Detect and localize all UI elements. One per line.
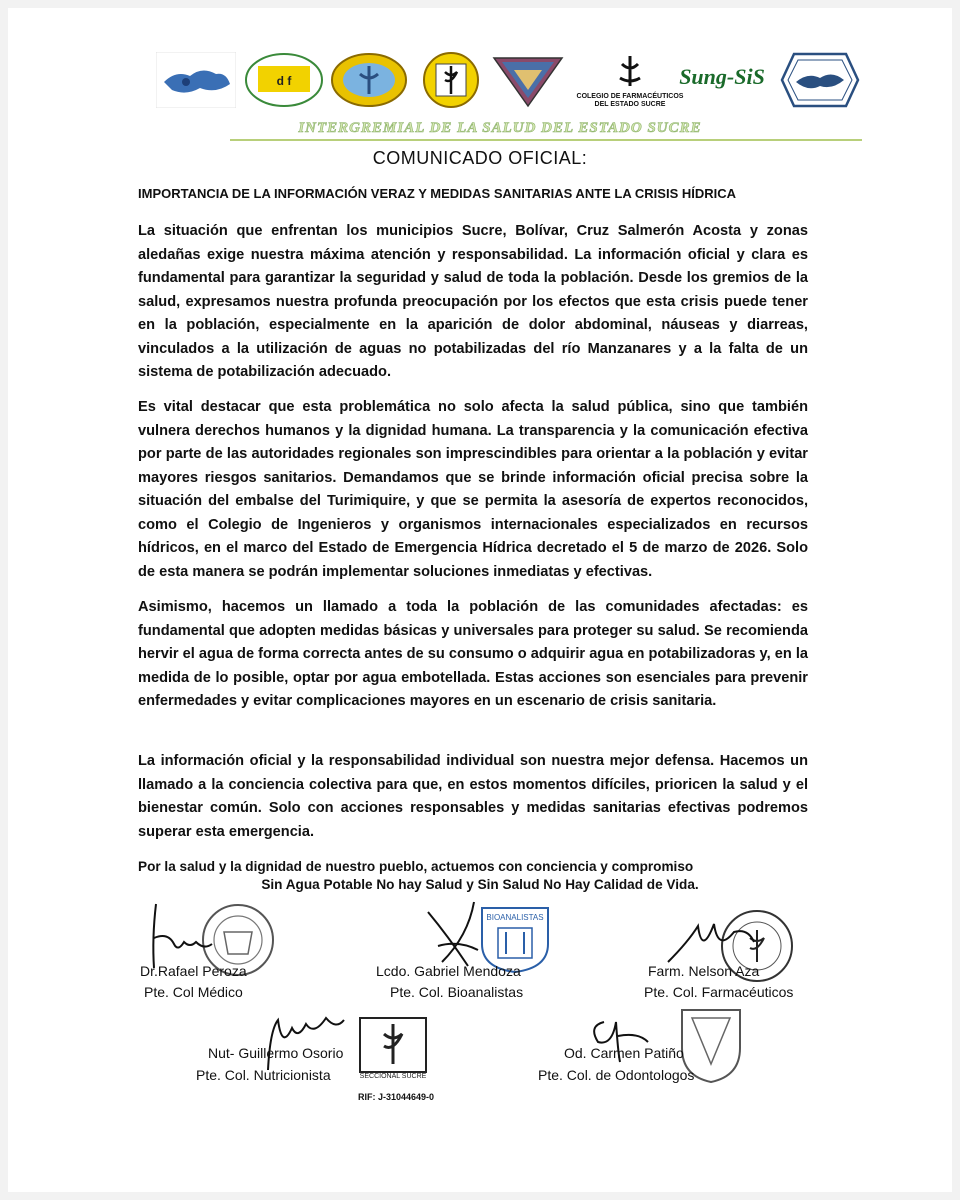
closing-line-1: Por la salud y la dignidad de nuestro pueblo, actuemos con conciencia y compromiso [138, 859, 694, 874]
signer-name: Nut- Guillermo Osorio [208, 1045, 344, 1061]
svg-text:SECCIONAL SUCRE: SECCIONAL SUCRE [359, 1073, 427, 1080]
rif-number: RIF: J-31044649-0 [358, 1092, 435, 1102]
signer-role: Pte. Col. de Odontologos [538, 1067, 695, 1083]
dentistry-college-logo [488, 52, 568, 108]
nursing-college-logo [330, 52, 408, 108]
signer-role: Pte. Col. Farmacéuticos [644, 984, 794, 1000]
signer-role: Pte. Col Médico [144, 984, 243, 1000]
svg-text:DEL ESTADO SUCRE: DEL ESTADO SUCRE [594, 101, 666, 108]
header-logos [148, 52, 868, 114]
signer-role: Pte. Col. Bioanalistas [390, 984, 524, 1000]
paragraph-1: La situación que enfrentan los municipios Sucre, Bolívar, Cruz Salmerón Acosta y zonas aledañas exige nuestra máxima atención y responsabilidad. La información oficial y clara es fundamental para garantizar la seguridad y salud de toda la población. Desde los gremios de la salud, expresamos nuestra profunda preocupación por los efectos que esta crisis puede tener en la población, especialmente en la aparición de dolor abdominal, náuseas y diarreas, vinculados a la utilización de aguas no potabilizadas del río Manzanares y a la falta de un sistema de potabilización adecuado. [138, 223, 808, 380]
signature-block-farmaceuticos [638, 888, 838, 998]
signer-role: Pte. Col. Nutricionista [196, 1067, 331, 1083]
sungsis-logo [674, 52, 770, 108]
header-divider [230, 139, 862, 141]
medical-college-logo [156, 52, 236, 108]
svg-text:BIOANALISTAS: BIOANALISTAS [486, 913, 544, 922]
bioanalistas-logo [244, 52, 324, 108]
svg-text:COLEGIO DE FARMACÉUTICOS: COLEGIO DE FARMACÉUTICOS [576, 93, 684, 100]
pharmacists-college-logo [572, 52, 688, 108]
document-heading: COMUNICADO OFICIAL: [372, 148, 588, 168]
intergremial-banner: INTERGREMIAL DE LA SALUD DEL ESTADO SUCRE [298, 120, 702, 136]
signer-name: Dr.Rafael Peroza [140, 963, 247, 979]
signer-name: Lcdo. Gabriel Mendoza [376, 963, 521, 979]
union-logo [780, 52, 860, 108]
signer-name: Od. Carmen Patiño [564, 1045, 684, 1061]
signature-block-nutricionista [188, 998, 448, 1108]
nutrition-stamp [358, 1016, 428, 1080]
signature-block-odontologos [528, 998, 768, 1108]
closing-line-2: Sin Agua Potable No hay Salud y Sin Salud No Hay Calidad de Vida. [261, 877, 699, 892]
document-subtitle: IMPORTANCIA DE LA INFORMACIÓN VERAZ Y MEDIDAS SANITARIAS ANTE LA CRISIS HÍDRICA [138, 186, 737, 201]
svg-text:Sung-SiS: Sung-SiS [679, 64, 765, 89]
paragraph-2: Es vital destacar que esta problemática no solo afecta la salud pública, sino que también vulnera derechos humanos y la dignidad humana. La transparencia y la comunicación efectiva por parte de las autoridades regionales son imprescindibles para orientar a la población y evitar mayores riesgos sanitarios. Demandamos que se brinde información oficial precisa sobre la situación del embalse del Turimiquire, y que se permita la asesoría de expertos reconocidos, como el Colegio de Ingenieros y organismos internacionales especializados en recursos hídricos, en el marco del Estado de Emergencia Hídrica decretado el 5 de marzo de 2026. Solo de esta manera se podrán implementar soluciones inmediatas y efectivas. [138, 399, 808, 580]
signature-block-medico [138, 888, 318, 998]
document-page [8, 8, 952, 1192]
svg-text:d f: d f [276, 74, 292, 88]
nutrition-college-logo [418, 52, 484, 108]
paragraph-4: La información oficial y la responsabilidad individual son nuestra mejor defensa. Hacemos un llamado a la conciencia colectiva para que, en estos momentos difíciles, prioricen la salud y el bienestar común. Solo con acciones responsables y medidas sanitarias efectivas podremos superar esta emergencia. [138, 753, 808, 840]
signer-name: Farm. Nelson Aza [648, 963, 760, 979]
signature-block-bioanalistas [368, 888, 588, 998]
paragraph-3: Asimismo, hacemos un llamado a toda la población de las comunidades afectadas: es fundamental que adopten medidas básicas y universales para proteger su salud. Se recomienda hervir el agua de forma correcta antes de su consumo o adquirir agua en potabilizadoras y, en la medida de lo posible, optar por agua embotellada. Estas acciones son esenciales para prevenir enfermedades y evitar complicaciones mayores en un escenario de crisis sanitaria. [138, 599, 808, 709]
